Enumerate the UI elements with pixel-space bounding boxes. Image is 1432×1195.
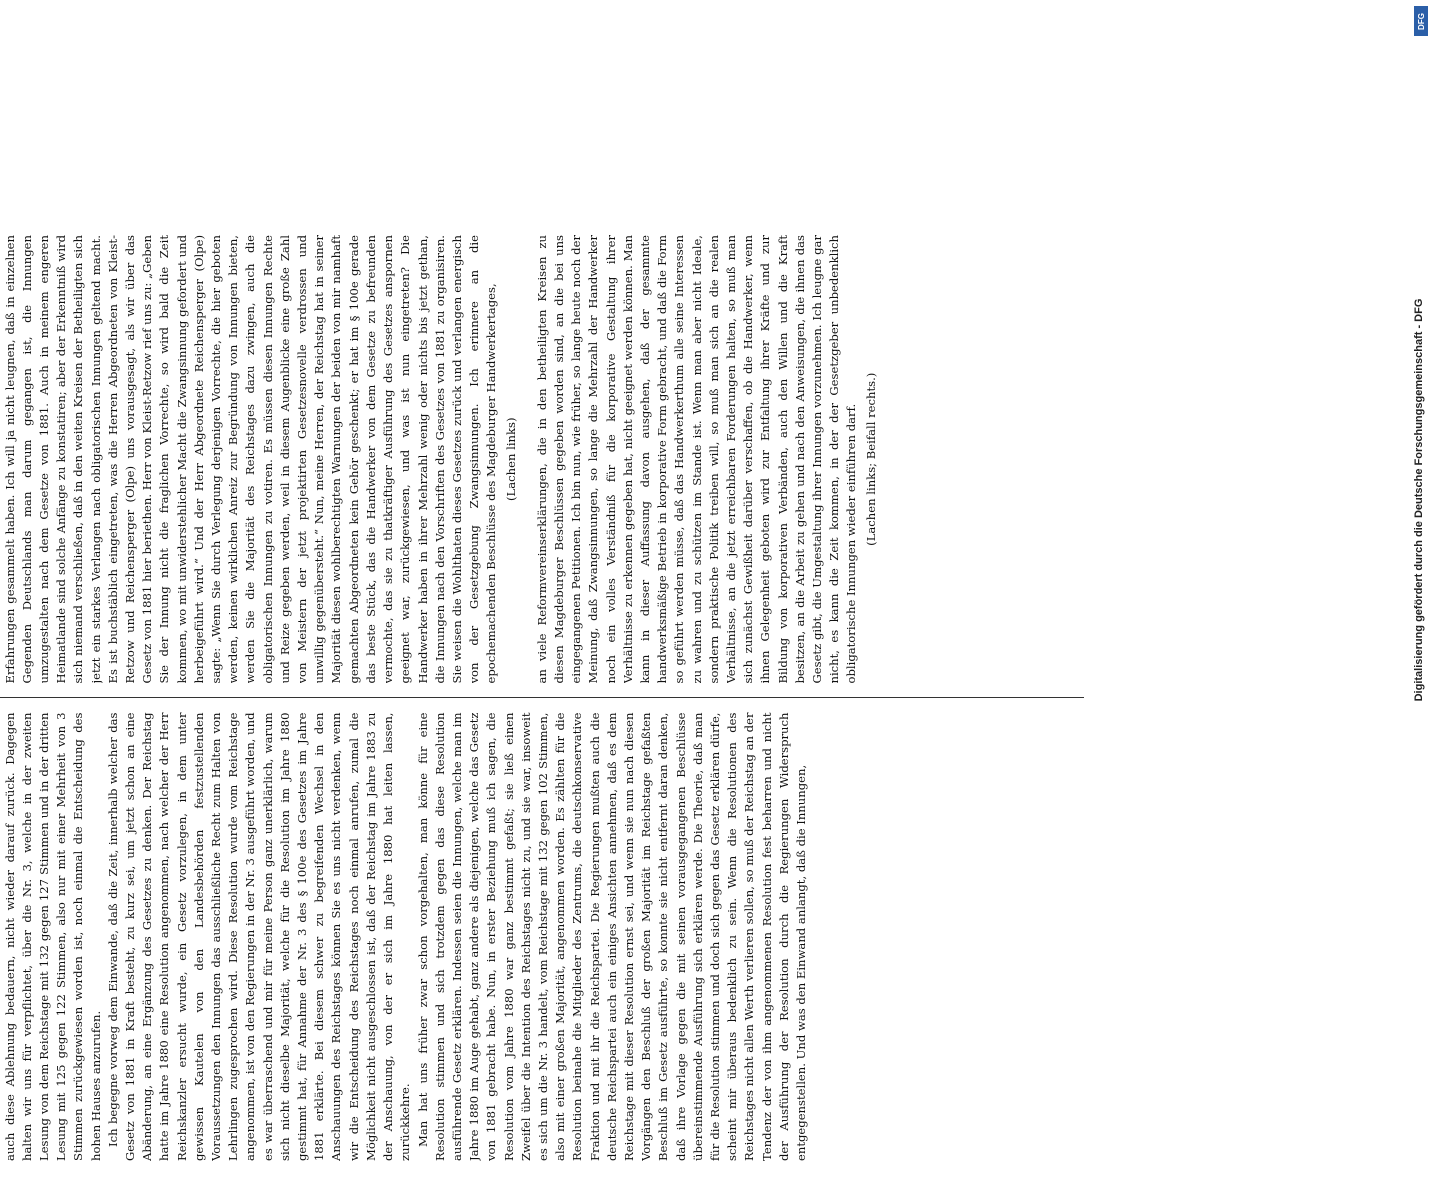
credit-text: Digitalisierung gefördert durch die Deutsche Forschungsgemeinschaft - DFG [1413,298,1425,702]
text-columns [0,235,1084,1161]
paragraph: Ich begegne vorweg dem Einwande, daß die Zeit, innerhalb welcher das Gesetz von 1881 in Kraft besteht, zu kurz sei, um jetzt schon an eine Abänderung, an eine Ergänzung des Gesetzes zu denken. Der Reichstag hatte im Jahre 1880 eine Resolution angenommen, nach welcher der Herr Reichskanzler ersucht wurde, ein Gesetz vorzulegen, in dem unter gewissen Kautelen von den Landesbehörden festzustellenden Voraussetzungen den Innungen das ausschließliche Recht zum Halten von Lehrlingen zugesprochen wird. Diese Resolution wurde vom Reichstage angenommen, ist von den Regierungen in der Nr. 3 ausgeführt worden, und es war überraschend und mir für meine Person ganz unerklärlich, warum sich nicht dieselbe Majorität, welche für die Resolution im Jahre 1880 gestimmt hat, für Annahme der Nr. 3 des § 100e des Gesetzes im Jahre 1881 erklärte. Bei diesem schwer zu begreifenden Wechsel in den Anschauungen des Reichstages können Sie es uns nicht verdenken, wenn wir die Entscheidung des Reichstages noch einmal anrufen, zumal die Möglichkeit nicht ausgeschlossen ist, daß der Reichstag im Jahre 1883 zu der Anschauung, von der er sich im Jahre 1880 hat leiten lassen, zurückkehre. [105,712,413,1161]
paragraph: an viele Reformvereinserklärungen, die in den betheiligten Kreisen zu diesen Magdeburger Beschlüssen gegeben worden sind, an die bei uns eingegangenen Petitionen. Ich bin nun, wie früher, so lange heute noch der Meinung, daß Zwangsinnungen, so lange die Mehrzahl der Handwerker noch ein volles Verständniß für die korporative Gestaltung ihrer Verhältnisse zu erkennen gegeben hat, nicht geeignet werden können. Man kann in dieser Auffassung davon ausgehen, daß der gesammte handwerksmäßige Betrieb in korporative Form gebracht, und daß die Form so geführt werden müsse, daß das Handwerkerthum alle seine Interessen zu wahren und zu schützen im Stande ist. Wenn man aber nicht Ideale, sondern praktische Politik treiben will, so muß man sich an die realen Verhältnisse, an die jetzt erreichbaren Forderungen halten, so muß man sich zunächst Gewißheit darüber verschaffen, ob die Handwerker, wenn ihnen Gelegenheit geboten wird zur Entfaltung ihrer Kräfte und zur Bildung von korporativen Verbänden, auch den Willen und die Kraft besitzen, an die Arbeit zu gehen und nach den Anweisungen, die ihnen das Gesetz gibt, die Umgestaltung ihrer Innungen vorzunehmen. Ich leugne gar nicht, es kann die Zeit kommen, in der der Gesetzgeber unbedenklich obligatorische Innungen wieder einführen darf. [534,235,859,684]
dfg-logo-icon [1414,6,1428,36]
paragraph: auch diese Ablehnung bedauern, nicht wieder darauf zurück. Dagegen halten wir uns für verpflichtet, über die Nr. 3, welche in der zweiten Lesung von dem Reichstage mit 132 gegen 127 Stimmen und in der dritten Lesung mit 125 gegen 122 Stimmen, also nur mit einer Mehrheit von 3 Stimmen zurückgewiesen worden ist, noch einmal die Entscheidung des hohen Hauses anzurufen. [2,712,103,1161]
column-divider [0,698,1084,699]
left-column [0,713,1084,1162]
digitization-credit [1406,0,1432,1000]
dfg-logo-text: DFG [1416,12,1426,30]
paragraph: Man hat uns früher zwar schon vorgehalten, man könne für eine Resolution stimmen und sich trotzdem gegen das diese Resolution ausführende Gesetz erklären. Indessen seien die Innungen, welche man im Jahre 1880 im Auge gehabt, ganz andere als diejenigen, welche das Gesetz von 1881 gebracht habe. Nun, in erster Beziehung muß ich sagen, die Resolution vom Jahre 1880 war ganz bestimmt gefaßt; sie ließ einen Zweifel über die Intention des Reichstages nicht zu, und sie war, insoweit es sich um die Nr. 3 handelt, vom Reichstage mit 132 gegen 102 Stimmen, also mit einer großen Majorität, angenommen worden. Es zählten für die Resolution beinahe die Mitglieder des Zentrums, die deutschkonservative Fraktion und mit ihr die Reichspartei. Die Regierungen mußten auch die deutsche Reichspartei auch ein einiges Ansichten annehmen, daß es dem Reichstage mit dieser Resolution ernst sei, und wenn sie nun nach diesen Vorgängen den Beschluß der großen Majorität im Reichstage gefaßten Beschluß im Gesetz ausführte, so konnte sie nicht entfernt daran denken, daß ihre Vorlage gegen die mit seinen vorausgegangenen Beschlüsse übereinstimmende Ausführung sich erklären werde. Die Theorie, daß man für die Resolution stimmen und doch sich gegen das Gesetz erklären dürfe, scheint mir überaus bedenklich zu sein. Wenn die Resolutionen des Reichstages nicht allen Werth verlieren sollen, so muß der Reichstag an der Tendenz der von ihm angenommenen Resolution fest beharren und nicht der Ausführung der Resolution durch die Regierungen Widerspruch entgegenstellen. Und was den Einwand anlangt, daß die Innungen, [415,712,808,1161]
stage-direction: (Lachen links; Beifall rechts.) [863,372,878,546]
right-column [0,235,1084,684]
stage-direction: (Lachen links) [503,417,518,501]
paragraph: Erfahrungen gesammelt haben. Ich will ja nicht leugnen, daß in einzelnen Gegenden Deutschlands man darum gegangen ist, die Innungen umzugestalten nach dem Gesetze von 1881. Auch in meinem engeren Heimatlande sind solche Anfänge zu konstatiren; aber der Erkenntniß wird sich niemand verschließen, daß in den weiten Kreisen der Betheiligten sich jetzt ein starkes Verlangen nach obligatorischen Innungen geltend macht. Es ist buchstäblich eingetreten, was die Herren Abgeordneten von Kleist-Retzow und Reichensperger (Olpe) uns vorausgesagt, als wir über das Gesetz von 1881 hier beriethen. Herr von Kleist-Retzow rief uns zu: „Geben Sie der Innung nicht die fraglichen Vorrechte, so wird bald die Zeit kommen, wo mit unwiderstehlicher Macht die Zwangsinnung gefordert und herbeigeführt wird.“ Und der Herr Abgeordnete Reichensperger (Olpe) sagte: „Wenn Sie durch Verlegung derjenigen Vorrechte, die hier geboten werden, keinen wirklichen Anreiz zur Begründung von Innungen bieten, werden Sie die Majorität des Reichstages dazu zwingen, auch die obligatorischen Innungen zu votiren. Es müssen diesen Innungen Rechte und Reize gegeben werden, weil in diesem Augenblicke eine große Zahl von Meistern der jetzt projektirten Gesetzesnovelle verdrossen und unwillig gegenübersteht.“ Nun, meine Herren, der Reichstag hat in seiner Majorität diesen wohlberechtigten Warnungen der beiden von mir namhaft gemachten Abgeordneten kein Gehör geschenkt; er hat im § 100e gerade das beste Stück, das die Handwerker von dem Gesetze zu befreunden vermochte, das sie zu thatkräftiger Ausführung des Gesetzes anspornen geeignet war, zurückgewiesen, und was ist nun eingetreten? Die Handwerker haben in ihrer Mehrzahl wenig oder nichts bis jetzt gethan, die Innungen nach den Vorschriften des Gesetzes von 1881 zu organisiren. Sie weisen die Wohlthaten dieses Gesetzes zurück und verlangen energisch von der Gesetzgebung Zwangsinnungen. Ich erinnere an die epochemachenden Beschlüsse des Magdeburger Handwerkertages, [2,235,499,684]
rotated-page [0,195,1195,1195]
